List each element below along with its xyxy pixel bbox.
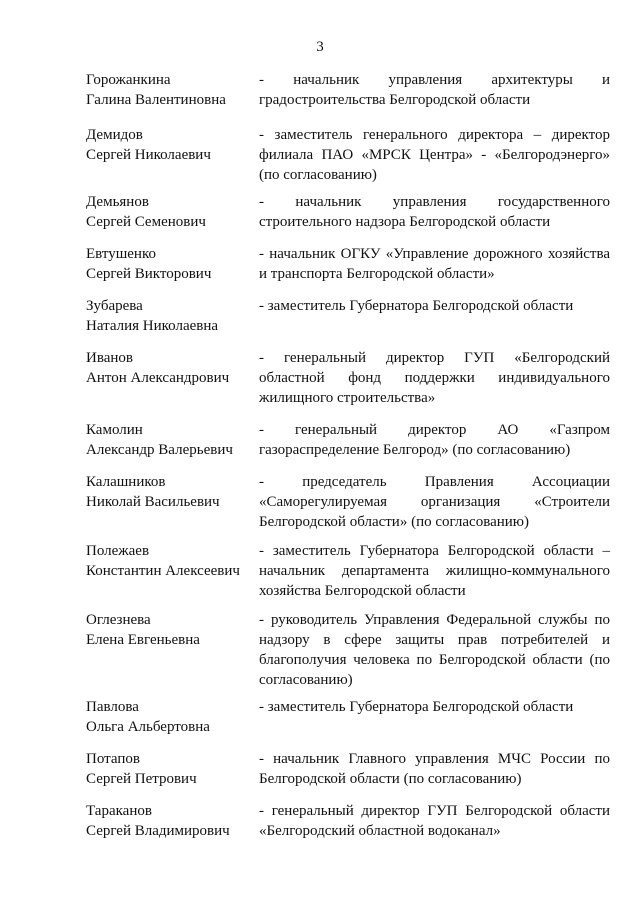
member-given-name: Сергей Семенович	[86, 214, 206, 230]
member-surname: Иванов	[86, 350, 133, 366]
member-role: - председатель Правления Ассоциации «Саморегулируемая организация «Строители Белгородской области» (по согласованию)	[259, 474, 610, 530]
member-role: - заместитель Губернатора Белгородской области – начальник департамента жилищно-коммунального хозяйства Белгородской области	[259, 543, 610, 599]
member-given-name: Сергей Владимирович	[86, 823, 230, 839]
member-given-name: Сергей Петрович	[86, 771, 197, 787]
member-given-name: Антон Александрович	[86, 370, 230, 386]
member-given-name: Ольга Альбертовна	[86, 719, 210, 735]
member-surname: Евтушенко	[86, 246, 156, 262]
member-given-name: Галина Валентиновна	[86, 92, 226, 108]
member-role: - генеральный директор ГУП Белгородской области «Белгородский областной водоканал»	[259, 803, 610, 839]
member-surname: Камолин	[86, 422, 143, 438]
member-name	[86, 296, 256, 336]
member-name	[86, 472, 256, 512]
member-surname: Полежаев	[86, 543, 150, 559]
member-name	[86, 192, 256, 232]
member-role: - заместитель Губернатора Белгородской области	[259, 699, 574, 715]
member-given-name: Сергей Николаевич	[86, 147, 211, 163]
member-surname: Демидов	[86, 127, 143, 143]
member-surname: Зубарева	[86, 298, 143, 314]
member-surname: Оглезнева	[86, 612, 151, 628]
member-name	[86, 697, 256, 737]
member-given-name: Николай Васильевич	[86, 494, 220, 510]
member-name	[86, 125, 256, 165]
member-role: - руководитель Управления Федеральной службы по надзору в сфере защиты прав потребителей и благополучия человека по Белгородской области (по согласованию)	[259, 612, 610, 688]
member-surname: Горожанкина	[86, 72, 171, 88]
member-given-name: Константин Алексеевич	[86, 563, 240, 579]
member-name	[86, 244, 256, 284]
member-given-name: Александр Валерьевич	[86, 442, 233, 458]
member-name	[86, 348, 256, 388]
member-name	[86, 70, 256, 110]
member-role: - заместитель генерального директора – директор филиала ПАО «МРСК Центра» - «Белгородэнерго» (по согласованию)	[259, 127, 610, 183]
member-role: - генеральный директор АО «Газпром газораспределение Белгород» (по согласованию)	[259, 422, 610, 458]
member-name	[86, 749, 256, 789]
member-given-name: Наталия Николаевна	[86, 318, 219, 334]
member-surname: Потапов	[86, 751, 140, 767]
member-role: - начальник управления архитектуры и градостроительства Белгородской области	[259, 72, 610, 108]
member-role: - генеральный директор ГУП «Белгородский областной фонд поддержки индивидуального жилищного строительства»	[259, 350, 610, 406]
member-role: - начальник Главного управления МЧС России по Белгородской области (по согласованию)	[259, 751, 610, 787]
member-name	[86, 610, 256, 650]
member-name	[86, 541, 256, 581]
member-role: - начальник ОГКУ «Управление дорожного хозяйства и транспорта Белгородской области»	[259, 246, 610, 282]
member-surname: Павлова	[86, 699, 139, 715]
member-surname: Тараканов	[86, 803, 152, 819]
member-role: - начальник управления государственного строительного надзора Белгородской области	[259, 194, 610, 230]
member-name	[86, 801, 256, 841]
member-name	[86, 420, 256, 460]
member-surname: Демьянов	[86, 194, 149, 210]
page-number: 3	[316, 39, 324, 55]
member-given-name: Елена Евгеньевна	[86, 632, 200, 648]
member-given-name: Сергей Викторович	[86, 266, 212, 282]
member-role: - заместитель Губернатора Белгородской области	[259, 298, 574, 314]
member-surname: Калашников	[86, 474, 166, 490]
